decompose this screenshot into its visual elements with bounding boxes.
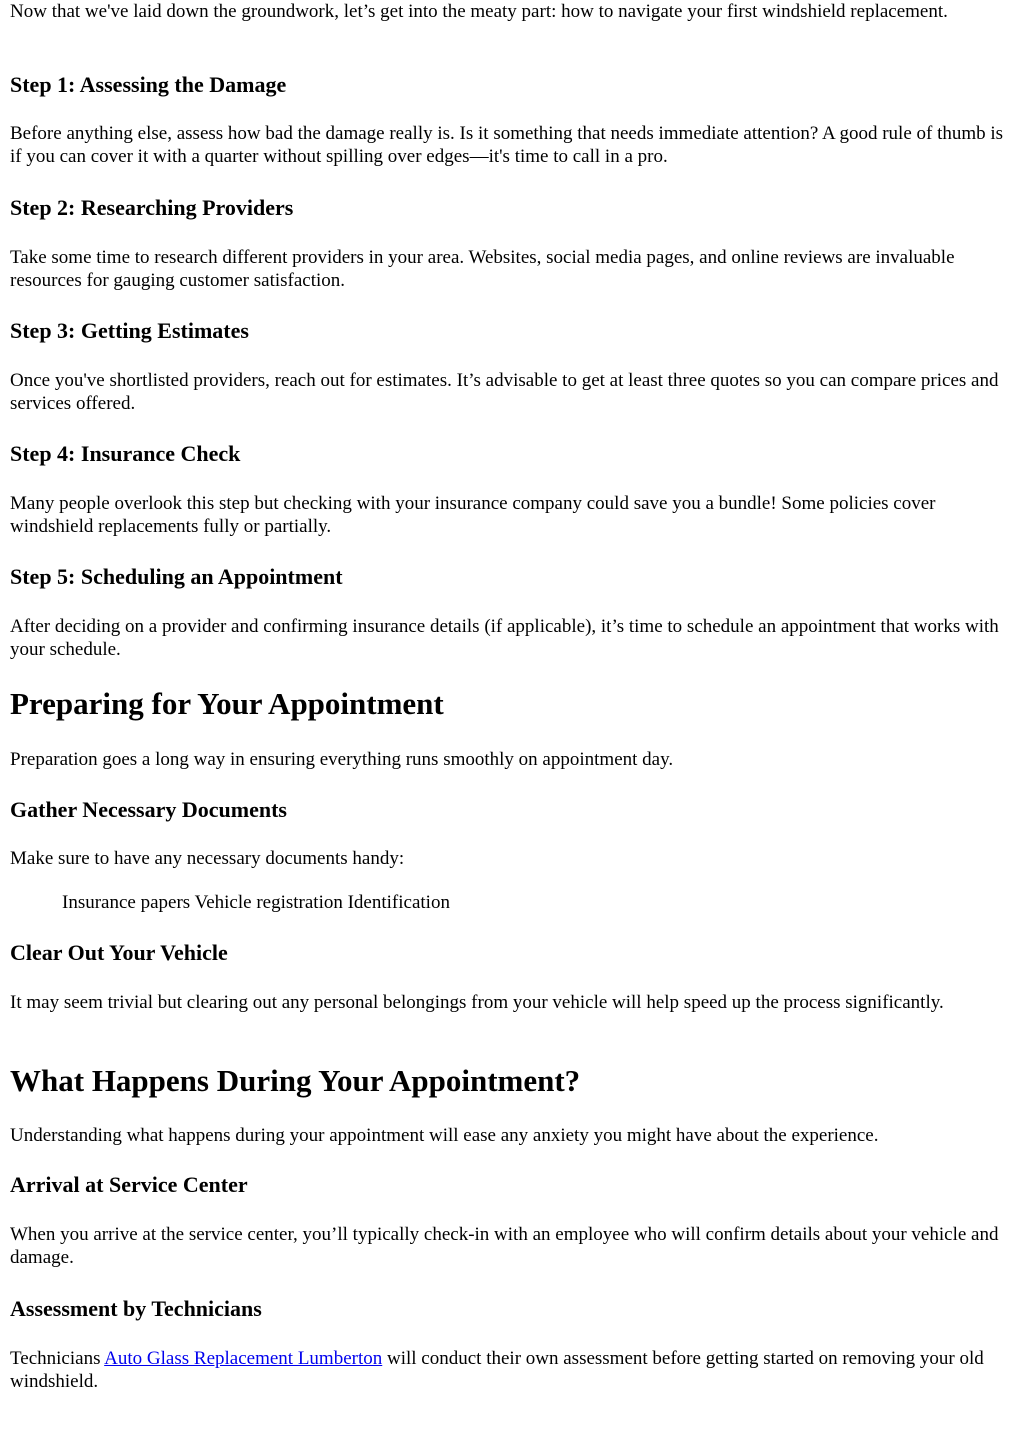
assessment-paragraph	[10, 1347, 1016, 1393]
assessment-text-before: Technicians	[10, 1348, 105, 1369]
step-1-heading: Step 1: Assessing the Damage	[10, 72, 287, 97]
arrival-heading: Arrival at Service Center	[10, 1172, 248, 1197]
step-4-paragraph: Many people overlook this step but checking with your insurance company could save you a bundle! Some policies cover windshield replacements fully or partially.	[10, 493, 936, 537]
step-3-heading: Step 3: Getting Estimates	[10, 318, 249, 343]
step-1-paragraph: Before anything else, assess how bad the damage really is. Is it something that needs immediate attention? A good rule of thumb is if you can cover it with a quarter without spilling over edges—it's time to call in a pro.	[10, 123, 1004, 167]
during-heading: What Happens During Your Appointment?	[10, 1063, 581, 1098]
auto-glass-link[interactable]: Auto Glass Replacement Lumberton	[104, 1348, 383, 1369]
clear-vehicle-heading: Clear Out Your Vehicle	[10, 940, 228, 965]
preparing-paragraph: Preparation goes a long way in ensuring everything runs smoothly on appointment day.	[10, 749, 674, 770]
step-2-heading: Step 2: Researching Providers	[10, 195, 294, 220]
step-3-paragraph: Once you've shortlisted providers, reach out for estimates. It’s advisable to get at least three quotes so you can compare prices and services offered.	[10, 370, 999, 414]
arrival-paragraph: When you arrive at the service center, you’ll typically check-in with an employee who will confirm details about your vehicle and damage.	[10, 1224, 999, 1268]
documents-heading: Gather Necessary Documents	[10, 797, 287, 822]
during-paragraph: Understanding what happens during your appointment will ease any anxiety you might have about the experience.	[10, 1125, 879, 1146]
assessment-text-after: will conduct their own assessment before getting started on removing your old windshield.	[10, 1348, 984, 1392]
documents-list: Insurance papers Vehicle registration Identification	[62, 892, 450, 913]
documents-paragraph: Make sure to have any necessary documents handy:	[10, 848, 405, 869]
intro-paragraph: Now that we've laid down the groundwork, let’s get into the meaty part: how to navigate your first windshield replacement.	[10, 1, 948, 22]
step-4-heading: Step 4: Insurance Check	[10, 441, 241, 466]
step-5-paragraph: After deciding on a provider and confirming insurance details (if applicable), it’s time to schedule an appointment that works with your schedule.	[10, 616, 999, 660]
assessment-heading: Assessment by Technicians	[10, 1296, 262, 1321]
step-5-heading: Step 5: Scheduling an Appointment	[10, 564, 343, 589]
clear-vehicle-paragraph: It may seem trivial but clearing out any personal belongings from your vehicle will help speed up the process significantly.	[10, 992, 944, 1013]
step-2-paragraph: Take some time to research different providers in your area. Websites, social media pages, and online reviews are invaluable resources for gauging customer satisfaction.	[10, 247, 955, 291]
preparing-heading: Preparing for Your Appointment	[10, 686, 444, 721]
